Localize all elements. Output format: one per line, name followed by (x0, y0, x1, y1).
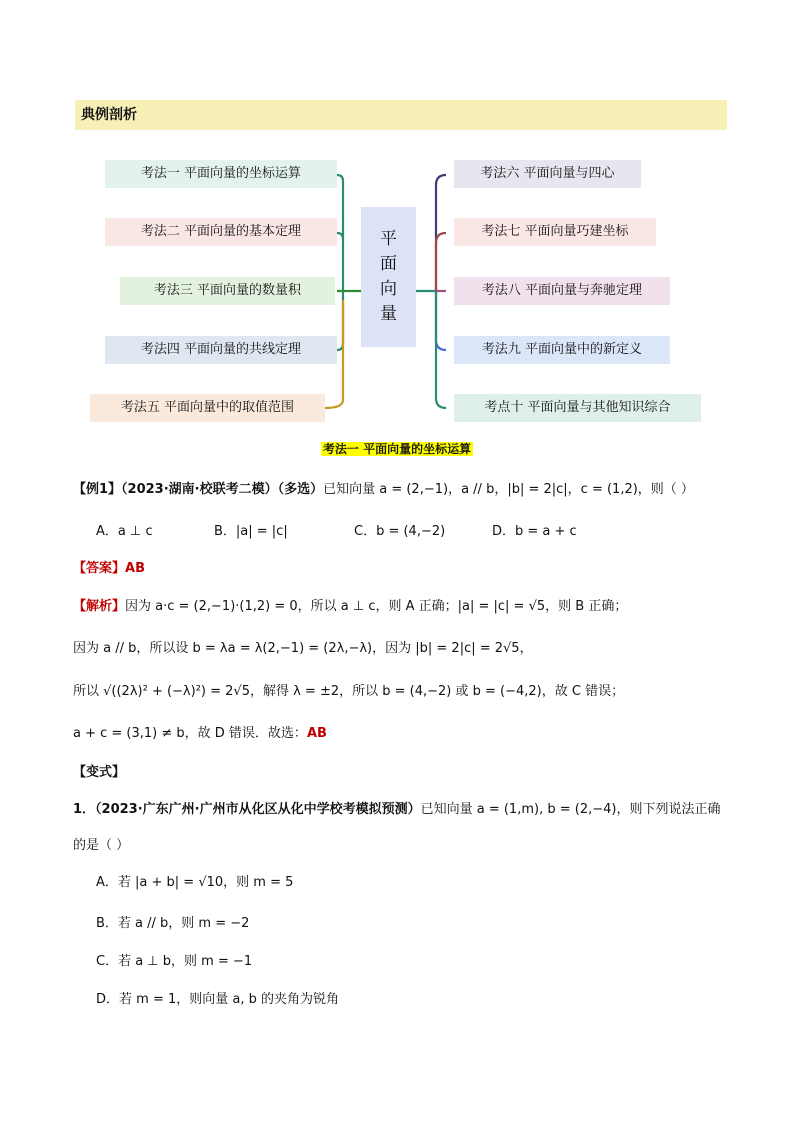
variant-q1-line (73, 798, 720, 817)
example1-options (96, 520, 577, 539)
mindmap-node-right-2: 考法七 平面向量巧建坐标 (454, 218, 656, 246)
mindmap-node-left-2: 考法二 平面向量的基本定理 (105, 218, 337, 246)
mindmap-node-left-4: 考法四 平面向量的共线定理 (105, 336, 337, 364)
analysis-text-1: 因为 a·c = (2,−1)·(1,2) = 0，所以 a ⊥ c，则 A 正确；|a| = |c| = √5，则 B 正确； (125, 599, 628, 614)
mindmap-node-right-1: 考法六 平面向量与四心 (454, 160, 641, 188)
section-subtitle-text: 考法一 平面向量的坐标运算 (322, 442, 472, 456)
example1-option-b: B．|a| = |c| (214, 524, 288, 539)
variant-option-d: D．若 m = 1，则向量 a, b 的夹角为锐角 (96, 992, 339, 1007)
mindmap-center-char: 量 (380, 304, 397, 324)
variant-q1-stem2: 的是（ ） (73, 838, 130, 853)
variant-option-b: B．若 a // b，则 m = −2 (96, 916, 250, 931)
example1-stem-line (73, 478, 694, 497)
connector-left-2 (337, 233, 343, 239)
example1-source: （2023·湖南·校联考二模）（多选） (121, 482, 324, 497)
analysis-label: 【解析】 (73, 599, 126, 614)
example1-option-c: C．b = (4,−2) (354, 524, 446, 539)
example1-label: 【例1】 (73, 482, 122, 497)
mindmap-center-char: 向 (380, 279, 397, 299)
mindmap-node-left-1: 考法一 平面向量的坐标运算 (105, 160, 337, 188)
connector-right-4 (436, 291, 446, 350)
mindmap-node-left-3: 考法三 平面向量的数量积 (120, 277, 335, 305)
example1-option-d: D．b = a + c (492, 524, 577, 539)
analysis-line-3: 所以 √((2λ)² + (−λ)²) = 2√5，解得 λ = ±2，所以 b = (4,−2) 或 b = (−4,2)，故 C 错误； (73, 684, 625, 699)
mindmap-center (361, 207, 416, 347)
example1-option-a: A．a ⊥ c (96, 524, 153, 539)
variant-option-c: C．若 a ⊥ b，则 m = −1 (96, 954, 253, 969)
answer-label: 【答案】 (73, 561, 126, 576)
mindmap-node-right-4: 考法九 平面向量中的新定义 (454, 336, 670, 364)
analysis-line-2: 因为 a // b，所以设 b = λa = λ(2,−1) = (2λ,−λ)，因为 |b| = 2|c| = 2√5， (73, 641, 533, 656)
mindmap-node-right-3: 考法八 平面向量与奔驰定理 (454, 277, 670, 305)
variant-label: 【变式】 (73, 765, 126, 780)
variant-q1-stem: 已知向量 a = (1,m), b = (2,−4)，则下列说法正确 (420, 802, 721, 817)
analysis-text-4: a + c = (3,1) ≠ b，故 D 错误．故选： (73, 726, 307, 741)
mindmap-node-right-5: 考点十 平面向量与其他知识综合 (454, 394, 701, 422)
variant-q1-num: 1． (73, 802, 96, 817)
mindmap-center-char: 面 (380, 254, 397, 274)
variant-q1-source: （2023·广东广州·广州市从化区从化中学校考模拟预测） (95, 802, 421, 817)
variant-option-a: A．若 |a + b| = √10，则 m = 5 (96, 875, 294, 890)
analysis-line-4 (73, 722, 327, 741)
example1-stem: 已知向量 a = (2,−1)，a // b，|b| = 2|c|，c = (1,2)，则（ ） (323, 482, 694, 497)
mindmap-center-char: 平 (380, 229, 397, 249)
answer-value: AB (125, 561, 145, 576)
analysis-final: AB (306, 726, 327, 741)
mindmap-node-left-5: 考法五 平面向量中的取值范围 (90, 394, 325, 422)
section-subtitle (0, 440, 794, 457)
section-header: 典例剖析 (75, 100, 727, 130)
connector-right-2 (436, 233, 446, 291)
example1-answer-line (73, 557, 145, 576)
analysis-line-1 (73, 595, 627, 614)
